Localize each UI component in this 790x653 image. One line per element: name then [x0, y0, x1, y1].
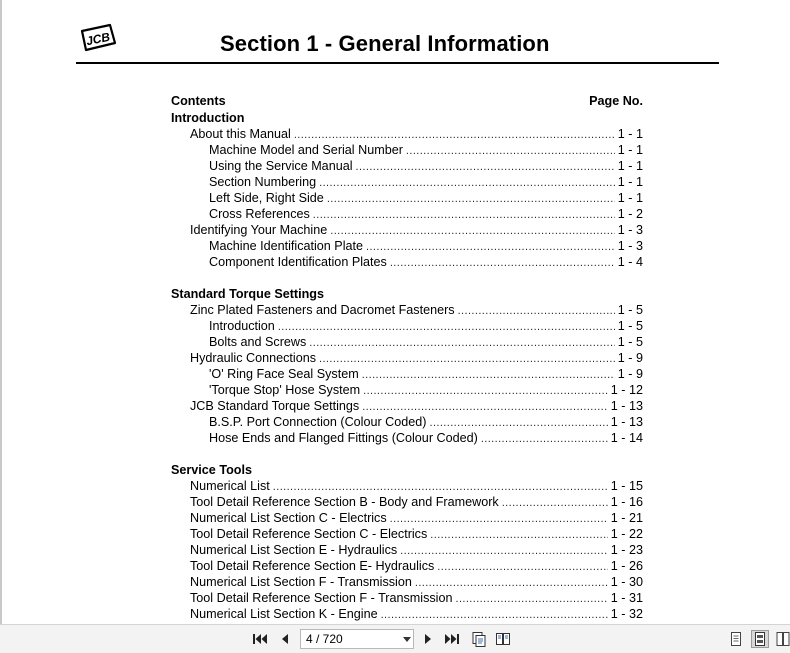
toc-entry-label: Machine Model and Serial Number [209, 143, 403, 157]
title-rule [76, 62, 719, 64]
toc-entry-page: 1 - 26 [610, 559, 643, 573]
toc-entry[interactable] [171, 366, 643, 382]
page-title: Section 1 - General Information [220, 31, 550, 56]
toc-entry[interactable] [171, 302, 643, 318]
dot-leader [400, 543, 608, 559]
toc-entry-label: Tool Detail Reference Section C - Electrics [190, 527, 428, 541]
toc-entry-page: 1 - 22 [610, 527, 643, 541]
dot-leader [319, 175, 615, 191]
toc-entry-label: Bolts and Screws [209, 335, 307, 349]
toc-section-title: Introduction [171, 111, 245, 125]
toc-entry-page: 1 - 1 [617, 127, 643, 141]
toc-entry-label: Hose Ends and Flanged Fittings (Colour Coded) [209, 431, 478, 445]
toc-entry-label: Identifying Your Machine [190, 223, 328, 237]
toc-entry-label: Numerical List Section C - Electrics [190, 511, 387, 525]
toc-entry-page: 1 - 3 [617, 223, 643, 237]
toc-entry-page: 1 - 15 [610, 479, 643, 493]
toc-entry[interactable] [171, 542, 643, 558]
fit-page-icon[interactable] [470, 630, 488, 648]
toc-entry-page: 1 - 2 [617, 207, 643, 221]
toc-entry[interactable] [171, 526, 643, 542]
toc-entry[interactable] [171, 254, 643, 270]
toc-entry-label: JCB Standard Torque Settings [190, 399, 360, 413]
toc-entry[interactable] [171, 318, 643, 334]
toc-entry-label: Using the Service Manual [209, 159, 353, 173]
toc-entry-page: 1 - 3 [617, 239, 643, 253]
toc-entry-page: 1 - 9 [617, 367, 643, 381]
toc-entry[interactable] [171, 142, 643, 158]
toc-entry-page: 1 - 1 [617, 191, 643, 205]
table-of-contents [171, 93, 643, 622]
first-page-icon[interactable] [251, 630, 269, 648]
section-spacer [171, 270, 643, 286]
last-page-icon[interactable] [443, 630, 461, 648]
dot-leader [415, 575, 608, 591]
dot-leader [362, 367, 615, 383]
toc-entry-page: 1 - 32 [610, 607, 643, 621]
section-spacer [171, 446, 643, 462]
toc-entry-page: 1 - 1 [617, 175, 643, 189]
single-page-view-icon[interactable] [727, 630, 745, 648]
next-page-icon[interactable] [419, 630, 437, 648]
toc-entry-label: Hydraulic Connections [190, 351, 316, 365]
two-page-icon[interactable] [494, 630, 512, 648]
dot-leader [390, 255, 615, 271]
chevron-down-icon [401, 637, 413, 642]
dot-leader [406, 143, 615, 159]
page-no-heading: Page No. [589, 94, 643, 108]
toc-entry-label: Tool Detail Reference Section B - Body and Framework [190, 495, 499, 509]
dot-leader [429, 415, 607, 431]
dot-leader [390, 511, 608, 527]
toc-entry-page: 1 - 9 [617, 351, 643, 365]
continuous-view-icon[interactable] [751, 630, 769, 648]
dot-leader [366, 239, 615, 255]
toc-entry[interactable] [171, 206, 643, 222]
toc-entry[interactable] [171, 222, 643, 238]
dot-leader [502, 495, 608, 511]
dot-leader [327, 191, 615, 207]
toc-entry[interactable] [171, 350, 643, 366]
jcb-logo [76, 22, 118, 54]
dot-leader [319, 351, 615, 367]
toc-entry[interactable] [171, 590, 643, 606]
toc-entry[interactable] [171, 334, 643, 350]
toc-entry[interactable] [171, 510, 643, 526]
page-edge [0, 0, 2, 624]
dot-leader [481, 431, 608, 447]
toc-entry-page: 1 - 13 [610, 415, 643, 429]
toc-entry[interactable] [171, 494, 643, 510]
dot-leader [363, 383, 608, 399]
toc-entry-label: 'Torque Stop' Hose System [209, 383, 361, 397]
toc-entry[interactable] [171, 190, 643, 206]
toc-entry-page: 1 - 1 [617, 159, 643, 173]
toc-entry-page: 1 - 16 [610, 495, 643, 509]
toc-entry[interactable] [171, 174, 643, 190]
toc-entry[interactable] [171, 398, 643, 414]
toc-entry-page: 1 - 5 [617, 335, 643, 349]
toc-entry-label: Component Identification Plates [209, 255, 387, 269]
toc-entry-page: 1 - 30 [610, 575, 643, 589]
dot-leader [458, 303, 615, 319]
toc-section-title: Standard Torque Settings [171, 287, 325, 301]
toc-entry-page: 1 - 23 [610, 543, 643, 557]
toc-entry-label: Cross References [209, 207, 310, 221]
toc-entry-label: Numerical List [190, 479, 270, 493]
dot-leader [330, 223, 615, 239]
page-number-value: 4 / 720 [306, 632, 343, 646]
page-number-dropdown[interactable] [300, 629, 414, 649]
dot-leader [356, 159, 615, 175]
facing-view-icon[interactable] [774, 630, 790, 648]
dot-leader [313, 207, 615, 223]
toc-entry[interactable] [171, 238, 643, 254]
toc-entry-page: 1 - 12 [610, 383, 643, 397]
toc-entry-label: B.S.P. Port Connection (Colour Coded) [209, 415, 427, 429]
toc-entry-page: 1 - 4 [617, 255, 643, 269]
toc-entry-label: 'O' Ring Face Seal System [209, 367, 359, 381]
toc-entry[interactable] [171, 414, 643, 430]
dot-leader [381, 607, 608, 623]
dot-leader [455, 591, 607, 607]
toc-entry-page: 1 - 5 [617, 319, 643, 333]
dot-leader [294, 127, 615, 143]
toc-entry-page: 1 - 21 [610, 511, 643, 525]
toc-entry[interactable] [171, 478, 643, 494]
viewer-toolbar [0, 624, 790, 653]
toc-entry-label: Section Numbering [209, 175, 317, 189]
toc-header [171, 93, 643, 110]
toc-entry-label: Introduction [209, 319, 275, 333]
toc-entry-label: Zinc Plated Fasteners and Dacromet Fasteners [190, 303, 455, 317]
previous-page-icon[interactable] [276, 630, 294, 648]
toc-entry-label: Machine Identification Plate [209, 239, 364, 253]
logo-text: JCB [84, 29, 112, 49]
toc-entry-page: 1 - 5 [617, 303, 643, 317]
toc-entry-label: About this Manual [190, 127, 291, 141]
toc-entry[interactable] [171, 558, 643, 574]
toc-entry[interactable] [171, 574, 643, 590]
toc-entry[interactable] [171, 606, 643, 622]
toc-entry[interactable] [171, 382, 643, 398]
dot-leader [273, 479, 608, 495]
dot-leader [278, 319, 615, 335]
toc-entry[interactable] [171, 430, 643, 446]
toc-entry-page: 1 - 13 [610, 399, 643, 413]
dot-leader [430, 527, 608, 543]
toc-entry[interactable] [171, 126, 643, 142]
dot-leader [362, 399, 608, 415]
toc-entry-label: Left Side, Right Side [209, 191, 324, 205]
toc-section-title: Service Tools [171, 463, 252, 477]
toc-entry-label: Tool Detail Reference Section E- Hydraulics [190, 559, 435, 573]
contents-heading: Contents [171, 94, 226, 108]
toc-entry-label: Numerical List Section F - Transmission [190, 575, 412, 589]
toc-entry-page: 1 - 31 [610, 591, 643, 605]
dot-leader [437, 559, 607, 575]
toc-entry-label: Numerical List Section E - Hydraulics [190, 543, 398, 557]
dot-leader [309, 335, 615, 351]
toc-entry-label: Tool Detail Reference Section F - Transmission [190, 591, 453, 605]
toc-entry-page: 1 - 1 [617, 143, 643, 157]
toc-entry[interactable] [171, 158, 643, 174]
toc-entry-page: 1 - 14 [610, 431, 643, 445]
toc-entry-label: Numerical List Section K - Engine [190, 607, 378, 621]
